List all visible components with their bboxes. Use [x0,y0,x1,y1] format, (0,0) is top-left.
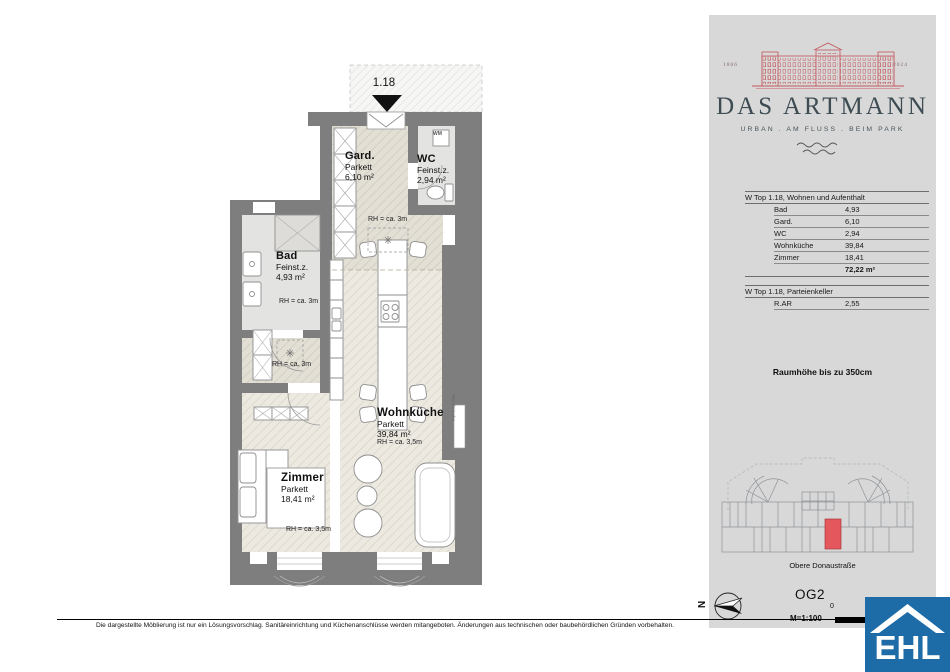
street-label: Obere Donaustraße [789,561,856,570]
window-small-right [432,552,449,564]
info-panel [709,15,936,628]
room-label-bad: Bad Feinst.z. 4,93 m² [276,250,309,282]
sofa [415,463,455,547]
room-label-wc: WC Feinst.z. 2,94 m² [417,153,450,185]
entry-door [367,112,405,129]
french-window-right [377,552,422,570]
floorplan-drawing [170,55,500,610]
light-symbol [286,349,294,357]
highlighted-unit [825,519,841,549]
floor-level-label: OG2 [794,587,825,602]
rh-label-entry: RH = ca. 3m [368,216,408,223]
entry-number: 1.18 [372,77,396,89]
building-illustration-icon [752,42,904,90]
pillow [240,487,256,517]
brand-title: DAS ARTMANN [716,93,929,120]
site-plan [716,452,920,564]
kitchen-sink [332,308,341,319]
table1-header: W Top 1.18, Wohnen und Aufenthalt [745,191,929,204]
north-label: N [695,600,707,609]
rh-label-hall: RH = ca. 3m [272,361,312,368]
left-wing [746,476,788,504]
ehl-logo-text: EHL [874,629,941,666]
light-symbol [384,236,392,244]
armchair-2 [354,509,382,537]
room-height-note: Raumhöhe bis zu 350cm [772,367,873,377]
pillow [240,453,256,483]
room-label-gard: Gard. Parkett 6,10 m² [345,150,375,182]
room-label-zimmer: Zimmer Parkett 18,41 m² [281,472,324,504]
table-total-row [745,264,929,277]
coffee-table [357,486,377,506]
kitchen-island [378,240,407,430]
disclaimer-text: Die dargestellte Möblierung ist nur ein Lösungsvorschlag. Sanitäreinrichtung und Küchenanschlüsse werden mitangeboten. Änderungen aus technischen oder baubehördlichen Gründen vorbehalten. [95,622,675,629]
footer-rule [57,619,868,620]
french-window-left [277,552,322,570]
toilet-tank [445,184,453,201]
right-wing [848,476,890,504]
scale-zero: 0 [830,603,834,610]
area-table [745,191,929,310]
sink-1 [243,252,261,276]
total-area: 72,22 m² [845,265,876,274]
scale-bar [835,617,867,623]
washing-machine-label: WM [433,131,442,137]
table-row: Zimmer 18,41 [774,252,929,264]
table-row: Wohnküche 39,84 [774,240,929,252]
table-row: WC 2,94 [774,228,929,240]
bad-window [253,202,275,213]
table-row: R.AR 2,55 [774,298,929,310]
brand-year-left: 1866 [723,62,738,68]
rh-label-bad: RH = ca. 3m [279,298,319,305]
sink-2 [243,282,261,306]
room-label-wohnkueche: Wohnküche Parkett 39,84 m² RH = ca. 3,5m [377,407,444,446]
armchair-1 [354,455,382,483]
table-row: Gard. 6,10 [774,216,929,228]
wall-niche-label: Wandnische [451,394,456,422]
waves-icon [795,139,843,161]
rh-label-zimmer: RH = ca. 3,5m [286,526,331,533]
brand-year-right: 2024 [893,62,908,68]
brand-subtitle: URBAN . AM FLUSS . BEIM PARK [740,126,905,133]
window-small-left [250,552,267,564]
ehl-logo [865,597,950,672]
toilet [427,186,444,199]
wardrobes-gard [334,128,356,258]
table2-header: W Top 1.18, Parteienkeller [745,285,929,298]
table-row: Bad 4,93 [774,204,929,216]
